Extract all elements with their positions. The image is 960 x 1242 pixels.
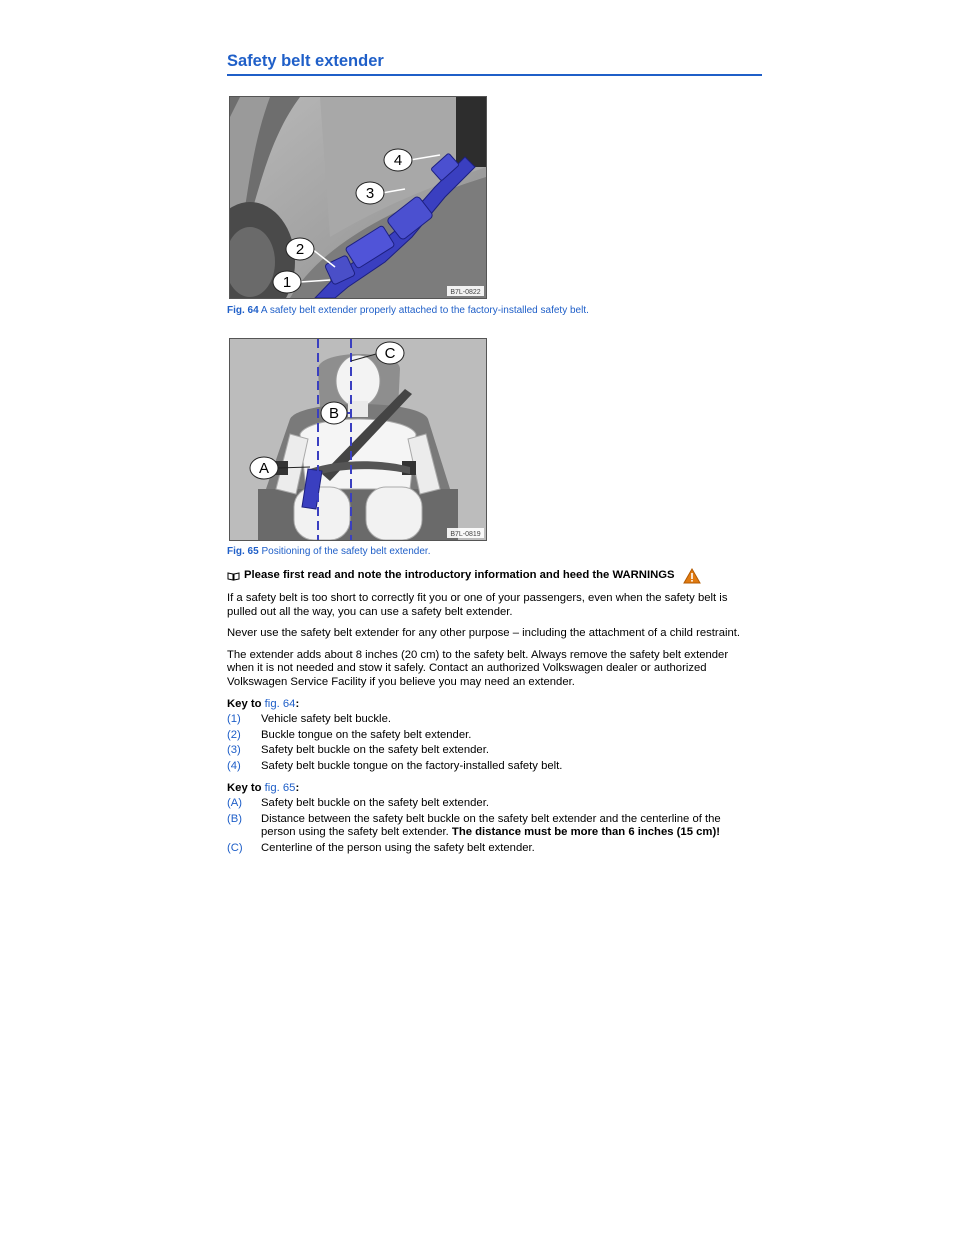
figure-65-image [229, 338, 487, 541]
key-65-list [227, 797, 757, 855]
key-desc: Centerline of the person using the safety belt extender. [261, 841, 535, 854]
key-desc: Safety belt buckle tongue on the factory-installed safety belt. [261, 759, 563, 772]
figure-number: Fig. 64 [227, 305, 259, 316]
figure-code: B7L-0822 [450, 289, 481, 296]
callout-A: A [258, 460, 270, 477]
key-marker: (A) [227, 797, 243, 810]
key-64-title: Key to fig. 64: [227, 697, 300, 710]
list-item [227, 797, 757, 811]
key-desc [261, 813, 757, 840]
paragraph: Never use the safety belt extender for any other purpose – including the attachment of a child restraint. [227, 627, 741, 640]
figure-code: B7L-0819 [450, 531, 481, 538]
key-64-list [227, 713, 757, 773]
key-desc: Safety belt buckle on the safety belt extender. [261, 797, 489, 810]
figure-number: Fig. 65 [227, 546, 259, 557]
notice-text: Please first read and note the introductory information and heed the WARNINGS [244, 569, 675, 582]
key-marker: (B) [227, 812, 243, 825]
callout-4: 4 [393, 152, 403, 169]
page-title: Safety belt extender [227, 52, 762, 76]
fig-64-link[interactable]: fig. 64 [264, 697, 296, 710]
figure-64-caption [227, 305, 589, 316]
key-marker: (4) [227, 759, 241, 772]
figure-65-caption [227, 546, 430, 557]
main-content [227, 568, 757, 864]
caption-text: Positioning of the safety belt extender. [261, 546, 431, 557]
list-item [227, 842, 757, 856]
book-icon [227, 571, 240, 581]
paragraph: The extender adds about 8 inches (20 cm) to the safety belt. Always remove the safety belt extender when it is not needed and stow it safely. Contact an authorized Volkswagen dealer or authorized Volkswagen Service Facility if you believe you may need an extender. [227, 648, 729, 688]
key-marker: (2) [227, 728, 241, 741]
key-desc-emphasis: The distance must be more than 6 inches (15 cm)! [451, 826, 720, 839]
key-marker: (C) [227, 841, 243, 854]
notice-heading [227, 568, 757, 584]
list-item [227, 813, 757, 840]
callout-3: 3 [365, 185, 375, 202]
list-item [227, 744, 757, 758]
key-desc-text: Distance between the safety belt buckle on the safety belt extender and the centerline of the person using the safety belt extender. [261, 812, 721, 839]
list-item [227, 729, 757, 743]
paragraph: If a safety belt is too short to correctly fit you or one of your passengers, even when the safety belt is pulled out all the way, you can use a safety belt extender. [227, 592, 728, 618]
key-label: Key to [227, 781, 262, 794]
key-desc: Vehicle safety belt buckle. [261, 713, 391, 726]
caption-text: A safety belt extender properly attached to the factory-installed safety belt. [260, 305, 589, 316]
warning-triangle-icon[interactable] [683, 568, 701, 584]
callout-2: 2 [295, 241, 305, 258]
fig-65-link[interactable]: fig. 65 [264, 781, 296, 794]
callout-C: C [384, 345, 396, 362]
list-item [227, 760, 757, 774]
key-label: Key to [227, 697, 262, 710]
callout-1: 1 [282, 274, 292, 291]
key-desc: Safety belt buckle on the safety belt extender. [261, 744, 489, 757]
list-item [227, 713, 757, 727]
key-desc: Buckle tongue on the safety belt extender. [261, 728, 472, 741]
key-marker: (3) [227, 744, 241, 757]
callout-B: B [328, 405, 340, 422]
figure-64-image [229, 96, 487, 299]
key-marker: (1) [227, 713, 241, 726]
key-65-title: Key to fig. 65: [227, 781, 300, 794]
